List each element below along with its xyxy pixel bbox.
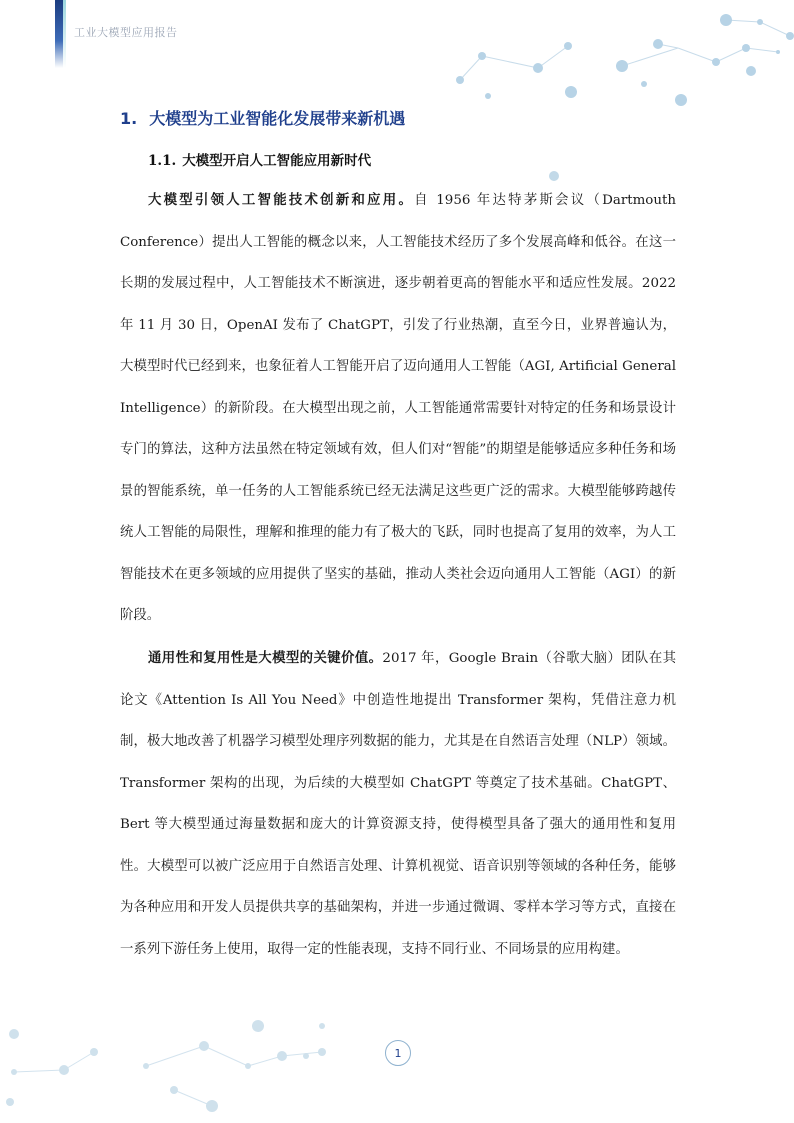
body-paragraph-1 [120, 180, 676, 637]
paragraph-1-body: 自 1956 年达特茅斯会议（Dartmouth Conference）提出人工智能的概念以来，人工智能技术经历了多个发展高峰和低谷。在这一长期的发展过程中，人工智能技术不断演进，逐步朝着更高的智能水平和适应性发展。2022 年 11 月 30 日，OpenAI 发布了 ChatGPT，引发了行业热潮，直至今日，业界普遍认为，大模型时代已经到来，也象征着人工智能开启了迈向通用人工智能（AGI, Artificial General Intelligence）的新阶段。在大模型出现之前，人工智能通常需要针对特定的任务和场景设计专门的算法，这种方法虽然在特定领域有效，但人们对“智能”的期望是能够适应多种任务和场景的智能系统，单一任务的人工智能系统已经无法满足这些更广泛的需求。大模型能够跨越传统人工智能的局限性，理解和推理的能力有了极大的飞跃，同时也提高了复用的效率，为人工智能技术在更多领域的应用提供了坚实的基础，推动人类社会迈向通用人工智能（AGI）的新阶段。 [120, 193, 676, 623]
network-decoration-top-right [440, 0, 794, 120]
paragraph-2-lead: 通用性和复用性是大模型的关键价值。 [148, 651, 383, 666]
section-number: 1. [120, 109, 138, 128]
section-heading [120, 106, 405, 129]
page-number: 1 [385, 1040, 411, 1066]
running-header-title: 工业大模型应用报告 [74, 26, 178, 39]
network-decoration-bottom-left [0, 1010, 340, 1123]
subsection-heading [148, 149, 371, 169]
paragraph-1-lead: 大模型引领人工智能技术创新和应用。 [148, 193, 415, 208]
header-accent-line [63, 0, 66, 68]
subsection-title: 大模型开启人工智能应用新时代 [182, 153, 372, 169]
section-title: 大模型为工业智能化发展带来新机遇 [149, 109, 406, 128]
body-paragraph-2 [120, 638, 676, 970]
paragraph-2-body: 2017 年，Google Brain（谷歌大脑）团队在其论文《Attention Is All You Need》中创造性地提出 Transformer 架构，凭借注意力机制，极大地改善了机器学习模型处理序列数据的能力，尤其是在自然语言处理（NLP）领域。Transformer 架构的出现，为后续的大模型如 ChatGPT 等奠定了技术基础。ChatGPT、Bert 等大模型通过海量数据和庞大的计算资源支持，使得模型具备了强大的通用性和复用性。大模型可以被广泛应用于自然语言处理、计算机视觉、语音识别等领域的各种任务，能够为各种应用和开发人员提供共享的基础架构，并进一步通过微调、零样本学习等方式，直接在一系列下游任务上使用，取得一定的性能表现，支持不同行业、不同场景的应用构建。 [120, 651, 677, 957]
subsection-number: 1.1. [148, 153, 177, 169]
header-accent-bar [55, 0, 63, 68]
